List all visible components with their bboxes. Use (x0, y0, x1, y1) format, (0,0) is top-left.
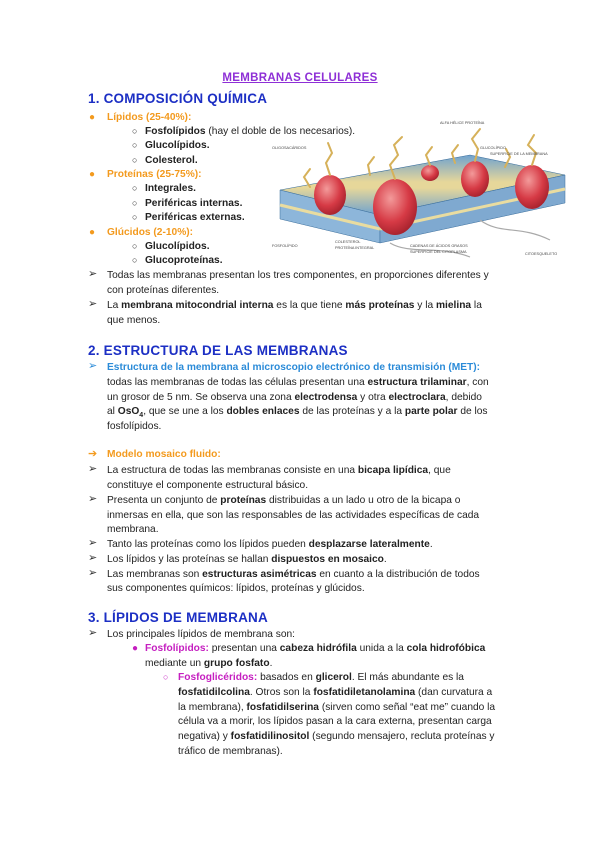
svg-text:ALFA HÉLICE PROTEÍNA: ALFA HÉLICE PROTEÍNA (440, 121, 485, 125)
svg-text:COLESTEROL: COLESTEROL (335, 240, 361, 244)
membrane-diagram (270, 115, 570, 265)
list-item: Periféricas externas. (145, 212, 245, 223)
paragraph-line: Todas las membranas presentan los tres componentes, en proporciones diferentes y (107, 270, 489, 281)
list-item: Glucolípidos. (145, 140, 210, 151)
paragraph-line: la membrana), fosfatidilserina (sirven como señal “eat me” cuando la (178, 702, 496, 713)
list-item: Periféricas internas. (145, 198, 243, 209)
paragraph-line: al OsO$_4$, que se une a los dobles enlaces de las proteínas y a la parte polar de los (107, 406, 488, 420)
paragraph-line: mediante un grupo fosfato. (145, 658, 273, 669)
paragraph-line: tráfico de membranas). (178, 746, 283, 757)
paragraph-line: que menos. (107, 315, 161, 326)
arrow-bullet-icon: ➢ (88, 537, 98, 549)
bullet-circle: ○ (132, 140, 138, 150)
arrow-bullet-icon: ➢ (88, 360, 98, 372)
paragraph-line: membrana. (107, 524, 159, 535)
bullet-circle: ○ (132, 212, 138, 222)
bullet-dot: ● (132, 643, 139, 654)
bullet-circle: ○ (132, 255, 138, 265)
bullet-circle: ○ (132, 155, 138, 165)
lipidos-label: Lípidos (25-40%): (107, 112, 192, 123)
arrow-bullet-icon: ➢ (88, 463, 98, 475)
bullet-circle: ○ (132, 126, 138, 136)
bullet-dot: ● (89, 112, 96, 123)
paragraph-line: Los lípidos y las proteínas se hallan dispuestos en mosaico. (107, 554, 387, 565)
arrow-bullet-icon: ➢ (88, 627, 98, 639)
paragraph-line: fosfatidilcolina. Otros son la fosfatidiletanolamina (dan curvatura a (178, 687, 493, 698)
paragraph-line: Tanto las proteínas como los lípidos pueden desplazarse lateralmente. (107, 539, 433, 550)
list-item: Glucoproteínas. (145, 255, 223, 266)
bullet-circle: ○ (132, 183, 138, 193)
bullet-circle: ○ (132, 241, 138, 251)
section-heading-lipidos: 3. LÍPIDOS DE MEMBRANA (88, 610, 268, 625)
integral-protein (373, 179, 417, 235)
section-heading-estructura: 2. ESTRUCTURA DE LAS MEMBRANAS (88, 343, 348, 358)
paragraph-line: un grosor de 5 nm. Se observa una zona electrodensa y otra electroclara, debido (107, 392, 482, 403)
paragraph-line: Fosfoglicéridos: basados en glicerol. El más abundante es la (178, 672, 464, 683)
list-item: Glucolípidos. (145, 241, 210, 252)
paragraph-line: con proteínas diferentes. (107, 285, 220, 296)
svg-text:SUPERFICIE DE LA MEMBRANA: SUPERFICIE DE LA MEMBRANA (490, 152, 548, 156)
integral-protein (515, 165, 549, 209)
svg-text:OLIGOSACÁRIDOS: OLIGOSACÁRIDOS (272, 146, 307, 150)
paragraph-line: todas las membranas de todas las células presentan una estructura trilaminar, con (107, 377, 489, 388)
page-title: MEMBRANAS CELULARES (222, 72, 378, 84)
svg-text:CADENAS DE ÁCIDOS GRASOS: CADENAS DE ÁCIDOS GRASOS (410, 244, 468, 248)
bullet-circle: ○ (163, 672, 169, 682)
paragraph-line: Presenta un conjunto de proteínas distribuidas a un lado u otro de la bicapa o (107, 495, 461, 506)
svg-text:CITOESQUELETO: CITOESQUELETO (525, 252, 558, 256)
modelo-subheading: Modelo mosaico fluido: (107, 449, 221, 460)
arrow-right-icon: ➔ (88, 448, 98, 460)
paragraph-line: La membrana mitocondrial interna es la que tiene más proteínas y la mielina la (107, 300, 482, 311)
paragraph-line: sus componentes químicos: lípidos, proteínas y glúcidos. (107, 583, 365, 594)
proteinas-label: Proteínas (25-75%): (107, 169, 202, 180)
list-item: Fosfolípidos (hay el doble de los necesarios). (145, 126, 356, 137)
bullet-dot: ● (89, 227, 96, 238)
svg-text:GLUCOLÍPIDO: GLUCOLÍPIDO (480, 146, 506, 150)
section-heading-composicion: 1. COMPOSICIÓN QUÍMICA (88, 91, 268, 106)
arrow-bullet-icon: ➢ (88, 552, 98, 564)
bullet-dot: ● (89, 169, 96, 180)
paragraph-line: negativa) y fosfatidilinositol (segundo mensajero, recluta proteínas y (178, 731, 495, 742)
arrow-bullet-icon: ➢ (88, 268, 98, 280)
svg-text:PROTEÍNA INTEGRAL: PROTEÍNA INTEGRAL (335, 246, 375, 250)
svg-text:SUPERFICIE DEL CITOPLASMA: SUPERFICIE DEL CITOPLASMA (410, 250, 467, 254)
list-item: Colesterol. (145, 155, 198, 166)
met-subheading: Estructura de la membrana al microscopio electrónico de transmisión (MET): (107, 362, 481, 373)
paragraph-line: Fosfolípidos: presentan una cabeza hidrófila unida a la cola hidrofóbica (145, 643, 486, 654)
integral-protein (461, 161, 489, 197)
paragraph-line: célula va a morir, los lípidos pasan a la cara externa, presentan carga (178, 716, 492, 727)
bullet-circle: ○ (132, 198, 138, 208)
glucidos-label: Glúcidos (2-10%): (107, 227, 194, 238)
paragraph-line: Los principales lípidos de membrana son: (107, 629, 296, 640)
paragraph-line: fosfolípidos. (107, 421, 162, 432)
arrow-bullet-icon: ➢ (88, 567, 98, 579)
svg-text:FOSFOLÍPIDO: FOSFOLÍPIDO (272, 244, 298, 248)
arrow-bullet-icon: ➢ (88, 493, 98, 505)
paragraph-line: constituye el componente estructural básico. (107, 480, 309, 491)
arrow-bullet-icon: ➢ (88, 298, 98, 310)
paragraph-line: inmersas en ella, que son las responsables de las actividades específicas de cada (107, 510, 480, 521)
peripheral-protein (421, 165, 439, 181)
list-item: Integrales. (145, 183, 196, 194)
paragraph-line: Las membranas son estructuras asimétricas en cuanto a la distribución de todos (107, 569, 480, 580)
paragraph-line: La estructura de todas las membranas consiste en una bicapa lipídica, que (107, 465, 451, 476)
integral-protein (314, 175, 346, 215)
